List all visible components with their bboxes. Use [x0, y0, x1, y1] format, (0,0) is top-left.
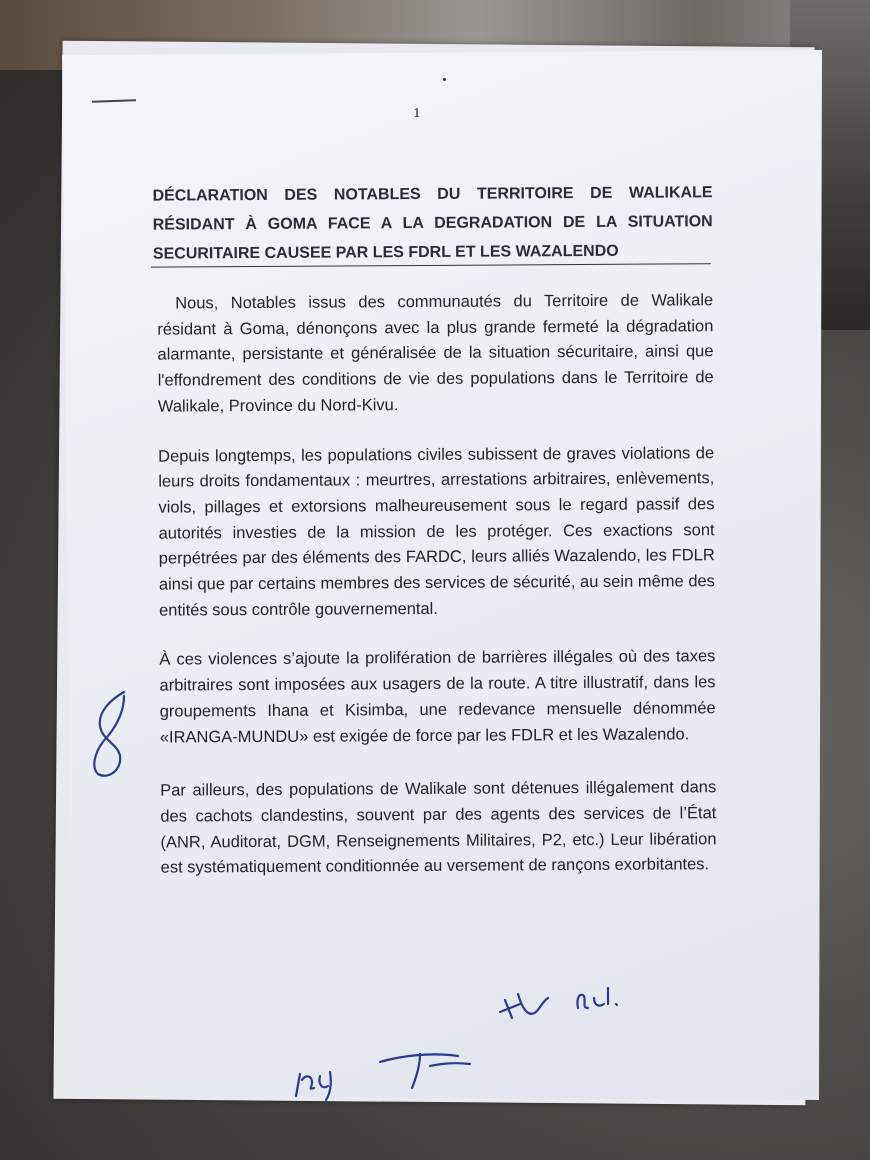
document-title: DÉCLARATION DES NOTABLES DU TERRITOIRE DE WALIKALE RÉSIDANT À GOMA FACE A LA DEGRADATION DE LA SITUATION SECURITAIRE CAUSEE PAR LES FDRL ET LES WAZALENDO — [152, 184, 713, 263]
paragraph-4: Par ailleurs, des populations de Walikale sont détenues illégalement dans des cachots clandestins, souvent par des agents des services de l’État (ANR, Auditorat, DGM, Renseignements Militaires, P2, etc.) Leur libération est systématiquement conditionnée au versement de rançons exorbitantes. — [160, 778, 717, 877]
document-content — [92, 104, 717, 882]
ink-dot — [443, 78, 446, 81]
page-number: 1 — [413, 105, 421, 121]
paragraph-3: À ces violences s’ajoute la prolifération de barrières illégales où des taxes arbitraires sont imposées aux usagers de la route. A titre illustratif, dans les groupements Ihana et Kisimba, une redevance mensuelle dénommée «IRANGA-MUNDU» est exigée de force par les FDLR et les Wazalendo. — [159, 647, 716, 747]
paragraph-1: Nous, Notables issus des communautés du Territoire de Walikale résidant à Goma, dénonçons avec la plus grande fermeté la dégradation alarmante, persistante et généralisée de la situation sécuritaire, ainsi que l'effondrement des conditions de vie des populations dans le Territoire de Walikale, Province du Nord-Kivu. — [157, 291, 714, 416]
paragraph-2: Depuis longtemps, les populations civiles subissent de graves violations de leurs droits fondamentaux : meurtres, arrestations arbitraires, enlèvements, viols, pillages et extorsions malheureusement sous le regard passif des autorités investies de la mission de les protéger. Ces exactions sont perpétrées par des éléments des FARDC, leurs alliés Wazalendo, les FDLR ainsi que par certains membres des services de sécurité, au sein même des entités sous contrôle gouvernemental. — [158, 443, 715, 620]
